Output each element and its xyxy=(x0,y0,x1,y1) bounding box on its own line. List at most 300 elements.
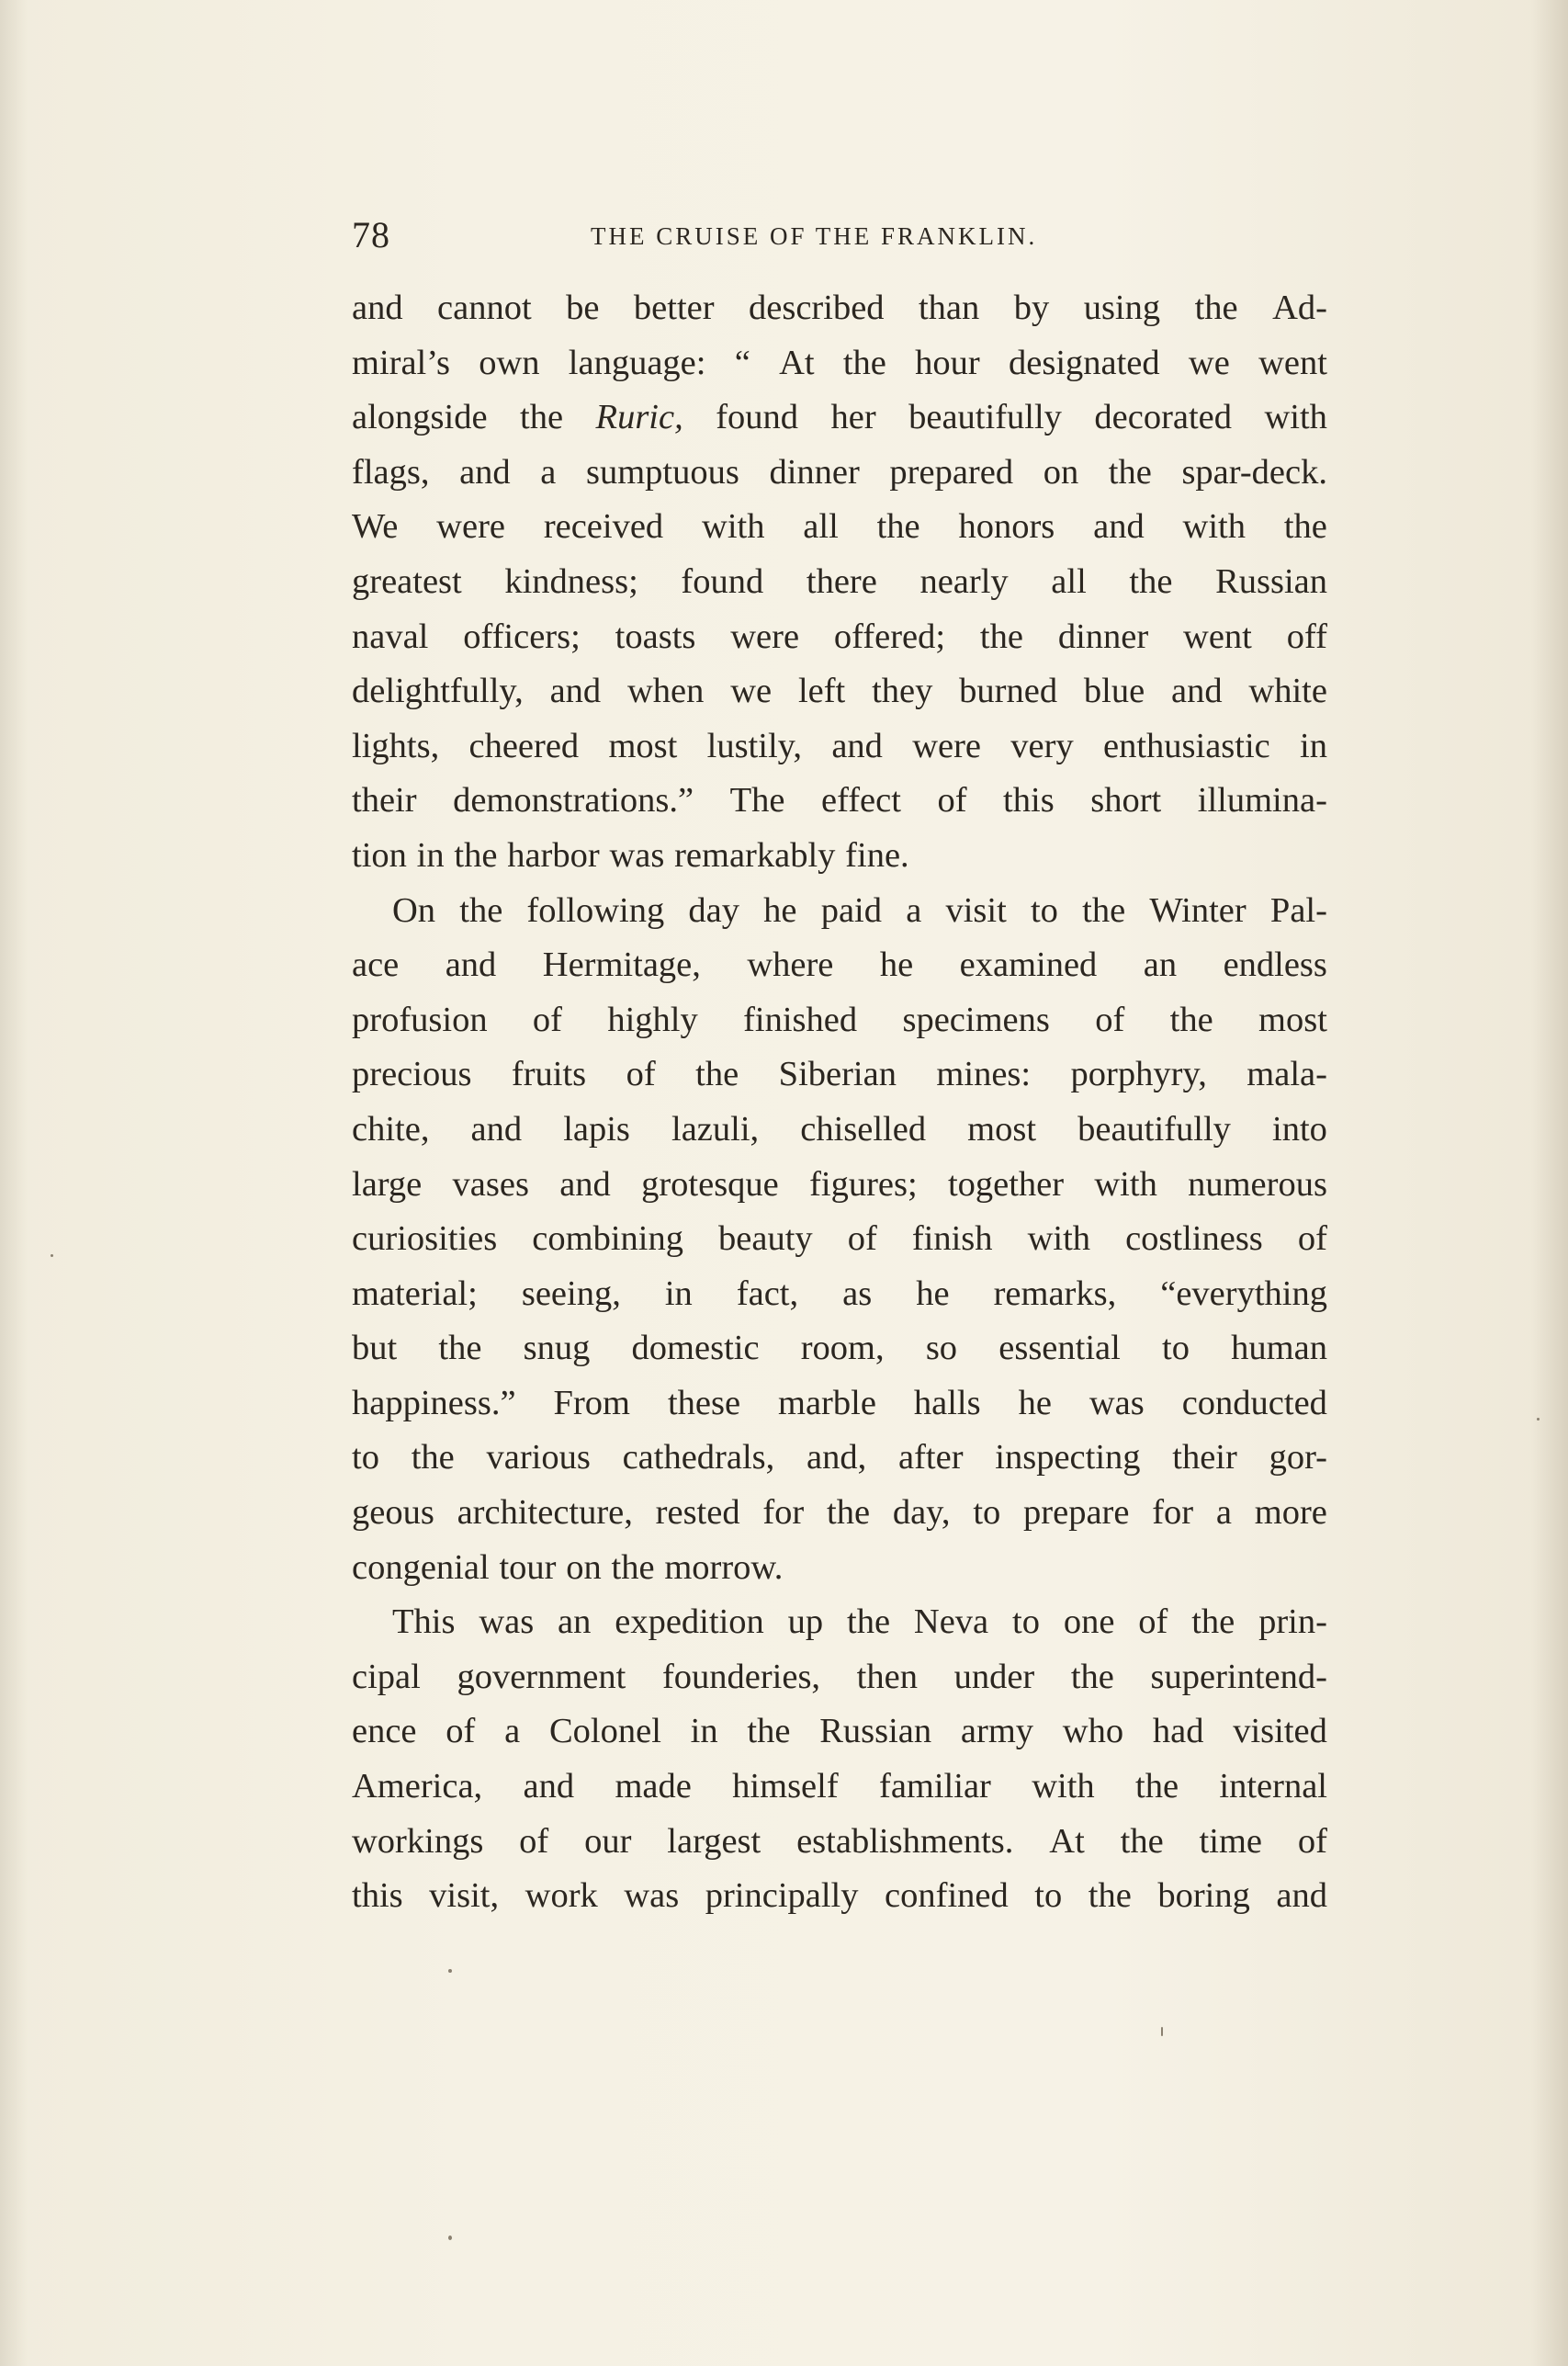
word: be xyxy=(566,289,600,327)
word: the xyxy=(1120,1821,1164,1861)
text-line xyxy=(352,1760,1327,1815)
word: “everything xyxy=(1160,1274,1327,1313)
word: white xyxy=(1248,672,1327,711)
word: in xyxy=(1300,726,1327,765)
word: large xyxy=(352,1164,423,1204)
word: chiselled xyxy=(800,1109,927,1149)
word: dinner xyxy=(1057,617,1149,656)
word: day, xyxy=(892,1493,951,1533)
word: went xyxy=(1183,617,1252,656)
word: to xyxy=(1030,890,1058,930)
word: blue xyxy=(1083,672,1145,711)
word: examined xyxy=(959,945,1098,985)
word: halls xyxy=(913,1383,981,1422)
text-line xyxy=(352,1103,1327,1158)
word: “ xyxy=(734,343,750,382)
word: all xyxy=(803,507,839,547)
text-line xyxy=(352,391,1327,446)
word: Colonel xyxy=(548,1712,661,1751)
text-line xyxy=(352,1869,1327,1924)
word: Hermitage, xyxy=(542,945,701,985)
word: Pal- xyxy=(1269,890,1327,930)
word: decorated xyxy=(1094,398,1233,437)
word: to xyxy=(1012,1602,1040,1642)
word: they xyxy=(872,672,933,711)
word: of xyxy=(1297,1821,1327,1861)
word: found xyxy=(716,398,799,437)
word: of xyxy=(626,1055,656,1094)
word: the xyxy=(1108,452,1152,492)
word: naval xyxy=(352,617,429,656)
word: found xyxy=(681,561,764,601)
word: and xyxy=(352,289,403,327)
word: Russian xyxy=(1215,561,1327,601)
word: superintend- xyxy=(1150,1657,1327,1696)
word: We xyxy=(352,507,399,547)
word: and xyxy=(445,945,497,985)
word: vases xyxy=(452,1164,529,1204)
word: the xyxy=(847,1602,891,1642)
text-line xyxy=(352,1267,1327,1322)
word: following xyxy=(526,890,665,930)
word: kindness; xyxy=(504,561,638,601)
word: beautifully xyxy=(908,398,1062,437)
word: miral’s xyxy=(352,343,450,382)
word: tour xyxy=(499,1547,557,1587)
word: the xyxy=(695,1055,739,1094)
paper-speck xyxy=(1161,2027,1163,2036)
word: nearly xyxy=(919,561,1009,601)
word: the xyxy=(520,398,564,437)
word: was xyxy=(624,1876,680,1916)
word: with xyxy=(1094,1164,1157,1204)
word: who xyxy=(1062,1712,1124,1751)
word: this xyxy=(1003,781,1055,821)
word: Ruric, xyxy=(595,398,683,437)
word: then xyxy=(856,1657,918,1696)
word: in xyxy=(690,1712,718,1751)
word: Siberian xyxy=(778,1055,897,1094)
word: to xyxy=(973,1493,1001,1533)
word: but xyxy=(352,1329,398,1368)
word: effect xyxy=(820,781,901,821)
word: very xyxy=(1010,726,1074,765)
text-line xyxy=(352,938,1327,993)
text-line xyxy=(352,1321,1327,1376)
word: material; xyxy=(352,1274,478,1313)
word: the xyxy=(1283,507,1327,547)
text-line xyxy=(352,1815,1327,1870)
word: and xyxy=(459,452,511,492)
body-text xyxy=(352,281,1327,1924)
word: the xyxy=(1082,890,1126,930)
word: cathedrals, xyxy=(622,1438,775,1477)
word: we xyxy=(730,672,773,711)
word: to xyxy=(352,1438,379,1477)
text-line xyxy=(352,829,1327,884)
word: to xyxy=(1162,1329,1190,1368)
paper-speck xyxy=(448,1969,452,1973)
word: endless xyxy=(1223,945,1327,985)
word: remarkably xyxy=(674,835,836,875)
word: we xyxy=(1188,343,1230,382)
word: human xyxy=(1231,1329,1327,1368)
paper-speck xyxy=(51,1254,53,1257)
word: day xyxy=(688,890,739,930)
word: went xyxy=(1258,343,1327,382)
word: internal xyxy=(1219,1767,1327,1806)
word: mines: xyxy=(936,1055,1032,1094)
text-line xyxy=(352,446,1327,501)
word: costliness xyxy=(1125,1219,1263,1259)
word: and, xyxy=(807,1438,867,1477)
word: On xyxy=(392,890,436,930)
word: fruits xyxy=(511,1055,587,1094)
word: by xyxy=(1013,289,1050,327)
word: with xyxy=(702,507,765,547)
word: The xyxy=(729,781,785,821)
word: sumptuous xyxy=(585,452,739,492)
word: the xyxy=(747,1712,791,1751)
text-line xyxy=(352,1158,1327,1213)
word: short xyxy=(1090,781,1162,821)
word: precious xyxy=(352,1055,472,1094)
text-line xyxy=(352,1595,1327,1650)
word: chite, xyxy=(352,1109,430,1149)
word: a xyxy=(906,890,922,930)
text-line xyxy=(352,610,1327,665)
word: visit, xyxy=(429,1876,500,1916)
word: designated xyxy=(1009,343,1160,382)
word: lights, xyxy=(352,726,440,765)
word: rested xyxy=(655,1493,740,1533)
word: combining xyxy=(532,1219,683,1259)
word: all xyxy=(1051,561,1087,601)
word: an xyxy=(558,1602,592,1642)
word: morrow. xyxy=(664,1547,784,1587)
word: the xyxy=(411,1438,455,1477)
text-line xyxy=(352,1486,1327,1541)
word: to xyxy=(1034,1876,1063,1916)
word: the xyxy=(1135,1767,1179,1806)
word: better xyxy=(633,289,715,327)
word: largest xyxy=(667,1821,761,1861)
word: porphyry, xyxy=(1070,1055,1207,1094)
text-line xyxy=(352,281,1327,336)
word: on xyxy=(1043,452,1079,492)
word: geous xyxy=(352,1493,434,1533)
word: their xyxy=(352,781,417,821)
word: the xyxy=(1088,1876,1132,1916)
word: of xyxy=(1297,1219,1327,1259)
word: the xyxy=(827,1493,871,1533)
word: after xyxy=(898,1438,964,1477)
word: for xyxy=(1152,1493,1194,1533)
word: and xyxy=(1171,672,1223,711)
word: were xyxy=(436,507,505,547)
text-line xyxy=(352,1047,1327,1103)
word: with xyxy=(1027,1219,1091,1259)
word: conducted xyxy=(1181,1383,1327,1422)
text-line xyxy=(352,993,1327,1048)
word: was xyxy=(609,835,665,875)
page-header xyxy=(352,213,1327,268)
word: an xyxy=(1143,945,1178,985)
word: the xyxy=(611,1547,655,1587)
word: a xyxy=(540,452,557,492)
word: figures; xyxy=(809,1164,918,1204)
word: remarks, xyxy=(993,1274,1117,1313)
word: offered; xyxy=(833,617,946,656)
word: on xyxy=(566,1547,602,1587)
word: time xyxy=(1199,1821,1262,1861)
word: was xyxy=(1089,1383,1145,1422)
word: up xyxy=(787,1602,824,1642)
word: the xyxy=(1194,289,1238,327)
word: government xyxy=(457,1657,626,1696)
word: where xyxy=(747,945,834,985)
word: congenial xyxy=(352,1547,490,1587)
word: the xyxy=(1070,1657,1114,1696)
word: flags, xyxy=(352,452,430,492)
word: Ad- xyxy=(1272,289,1327,327)
text-line xyxy=(352,664,1327,719)
paper-speck xyxy=(1537,1418,1540,1421)
word: than xyxy=(918,289,980,327)
word: tion xyxy=(352,835,407,875)
word: the xyxy=(454,835,498,875)
word: most xyxy=(608,726,678,765)
word: into xyxy=(1272,1109,1327,1149)
word: demonstrations.” xyxy=(453,781,694,821)
word: honors xyxy=(958,507,1055,547)
text-line xyxy=(352,336,1327,391)
word: himself xyxy=(732,1767,839,1806)
word: expedition xyxy=(615,1602,764,1642)
word: Winter xyxy=(1149,890,1247,930)
word: her xyxy=(830,398,876,437)
word: beautifully xyxy=(1077,1109,1231,1149)
word: snug xyxy=(523,1329,591,1368)
word: language: xyxy=(568,343,706,382)
word: a xyxy=(1215,1493,1232,1533)
text-line xyxy=(352,884,1327,939)
word: the xyxy=(1169,1000,1213,1039)
running-head: THE CRUISE OF THE FRANKLIN. xyxy=(591,222,1038,250)
word: prin- xyxy=(1258,1602,1327,1642)
word: hour xyxy=(915,343,980,382)
word: of xyxy=(446,1712,476,1751)
word: he xyxy=(916,1274,950,1313)
word: mala- xyxy=(1247,1055,1327,1094)
word: so xyxy=(925,1329,958,1368)
word: architecture, xyxy=(457,1493,633,1533)
word: gor- xyxy=(1269,1438,1327,1477)
text-line xyxy=(352,1431,1327,1486)
word: prepared xyxy=(889,452,1014,492)
word: Russian xyxy=(819,1712,932,1751)
word: one xyxy=(1063,1602,1115,1642)
word: alongside xyxy=(352,398,488,437)
word: lazuli, xyxy=(671,1109,760,1149)
page-edge-shading xyxy=(1531,0,1568,2366)
text-line xyxy=(352,1650,1327,1705)
word: visited xyxy=(1233,1712,1327,1751)
word: and xyxy=(470,1109,523,1149)
word: finish xyxy=(911,1219,993,1259)
word: as xyxy=(842,1274,873,1313)
word: numerous xyxy=(1188,1164,1327,1204)
word: with xyxy=(1182,507,1246,547)
word: fine. xyxy=(845,835,909,875)
word: in xyxy=(664,1274,693,1313)
text-line xyxy=(352,719,1327,775)
word: together xyxy=(947,1164,1065,1204)
word: of xyxy=(847,1219,877,1259)
word: described xyxy=(749,289,885,327)
word: dinner xyxy=(769,452,860,492)
word: and xyxy=(523,1767,575,1806)
word: the xyxy=(842,343,886,382)
word: left xyxy=(797,672,846,711)
word: he xyxy=(763,890,797,930)
word: received xyxy=(543,507,664,547)
word: America, xyxy=(352,1767,483,1806)
word: grotesque xyxy=(641,1164,779,1204)
word: cipal xyxy=(352,1657,421,1696)
text-line xyxy=(352,774,1327,829)
word: the xyxy=(438,1329,482,1368)
text-line xyxy=(352,1704,1327,1760)
word: most xyxy=(967,1109,1037,1149)
text-line xyxy=(352,1212,1327,1267)
word: with xyxy=(1264,398,1327,437)
word: familiar xyxy=(879,1767,991,1806)
word: principally xyxy=(705,1876,859,1916)
word: visit xyxy=(945,890,1007,930)
word: establishments. xyxy=(796,1821,1014,1861)
word: At xyxy=(1049,1821,1085,1861)
word: own xyxy=(479,343,540,382)
text-line xyxy=(352,1541,1327,1596)
spine-shadow xyxy=(0,0,28,2366)
word: of xyxy=(519,1821,549,1861)
word: fact, xyxy=(736,1274,799,1313)
word: cannot xyxy=(437,289,532,327)
word: of xyxy=(1138,1602,1168,1642)
word: and xyxy=(559,1164,611,1204)
word: the xyxy=(1191,1602,1235,1642)
word: highly xyxy=(607,1000,698,1039)
word: prepare xyxy=(1023,1493,1130,1533)
word: domestic xyxy=(631,1329,760,1368)
word: confined xyxy=(885,1876,1009,1916)
word: made xyxy=(615,1767,692,1806)
word: with xyxy=(1032,1767,1095,1806)
word: paid xyxy=(820,890,882,930)
word: curiosities xyxy=(352,1219,498,1259)
word: for xyxy=(762,1493,805,1533)
word: of xyxy=(1095,1000,1125,1039)
word: From xyxy=(553,1383,630,1422)
word: their xyxy=(1172,1438,1237,1477)
word: he xyxy=(879,945,914,985)
word: and xyxy=(549,672,602,711)
word: when xyxy=(627,672,705,711)
word: a xyxy=(504,1712,521,1751)
word: toasts xyxy=(615,617,696,656)
text-line xyxy=(352,500,1327,555)
word: more xyxy=(1254,1493,1327,1533)
word: were xyxy=(912,726,981,765)
paper-speck xyxy=(448,2236,452,2240)
word: This xyxy=(392,1602,456,1642)
word: in xyxy=(416,835,445,875)
word: most xyxy=(1258,1000,1327,1039)
word: and xyxy=(1093,507,1145,547)
word: delightfully, xyxy=(352,672,524,711)
text-line xyxy=(352,1376,1327,1432)
word: under xyxy=(953,1657,1035,1696)
word: marble xyxy=(778,1383,876,1422)
word: specimens xyxy=(902,1000,1050,1039)
word: spar-deck. xyxy=(1181,452,1327,492)
word: cheered xyxy=(468,726,580,765)
word: using xyxy=(1083,289,1161,327)
word: boring xyxy=(1157,1876,1250,1916)
word: lapis xyxy=(563,1109,630,1149)
word: our xyxy=(584,1821,632,1861)
word: workings xyxy=(352,1821,484,1861)
word: room, xyxy=(800,1329,885,1368)
word: harbor xyxy=(507,835,600,875)
word: had xyxy=(1152,1712,1204,1751)
word: army xyxy=(960,1712,1034,1751)
word: various xyxy=(486,1438,591,1477)
word: At xyxy=(779,343,815,382)
word: seeing, xyxy=(521,1274,621,1313)
word: there xyxy=(806,561,877,601)
word: were xyxy=(730,617,800,656)
word: Neva xyxy=(913,1602,989,1642)
word: was xyxy=(479,1602,535,1642)
word: this xyxy=(352,1876,403,1916)
word: ace xyxy=(352,945,400,985)
page-number: 78 xyxy=(352,214,390,255)
word: happiness.” xyxy=(352,1383,516,1422)
word: of xyxy=(532,1000,562,1039)
word: profusion xyxy=(352,1000,488,1039)
word: and xyxy=(1276,1876,1327,1916)
word: essential xyxy=(998,1329,1121,1368)
word: the xyxy=(979,617,1023,656)
word: finished xyxy=(743,1000,858,1039)
word: burned xyxy=(959,672,1058,711)
word: ence xyxy=(352,1712,417,1751)
word: and xyxy=(831,726,883,765)
word: enthusiastic xyxy=(1102,726,1270,765)
word: the xyxy=(1129,561,1173,601)
word: inspecting xyxy=(995,1438,1141,1477)
text-line xyxy=(352,555,1327,610)
word: founderies, xyxy=(661,1657,821,1696)
word: work xyxy=(525,1876,598,1916)
word: illumina- xyxy=(1197,781,1327,821)
word: of xyxy=(937,781,967,821)
word: off xyxy=(1286,617,1327,656)
word: lustily, xyxy=(706,726,803,765)
word: officers; xyxy=(463,617,581,656)
